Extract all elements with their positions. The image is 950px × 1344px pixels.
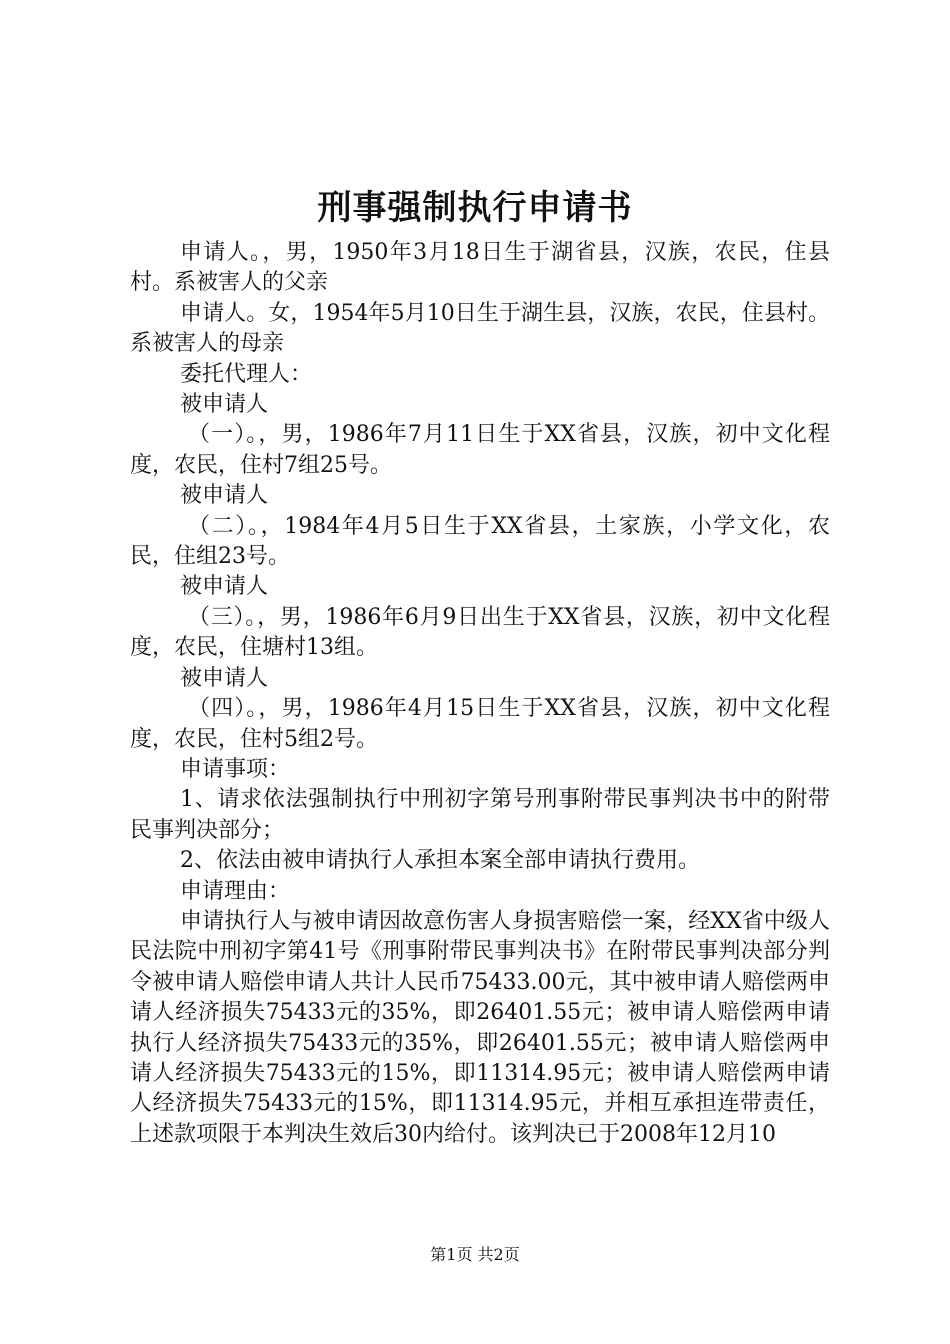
paragraph-agent: 委托代理人： [180, 361, 313, 387]
paragraph-respondent-label-2: 被申请人 [180, 483, 269, 509]
paragraph-respondent-2: （二）。，1984年4月5日生于XX省县，土家族，小学文化，农民，住组23号。 [130, 513, 830, 570]
document-title: 刑事强制执行申请书 [317, 188, 633, 228]
paragraph-respondent-label-4: 被申请人 [180, 665, 269, 691]
document-body [130, 238, 830, 1150]
paragraph-request-1: 1、请求依法强制执行中刑初字第号刑事附带民事判决书中的附带民事判决部分； [130, 787, 830, 843]
paragraph-applicant-mother: 申请人。女，1954年5月10日生于湖生县，汉族，农民，住县村。系被害人的母亲 [130, 300, 830, 357]
paragraph-respondent-3: （三）。，男，1986年6月9日出生于XX省县，汉族，初中文化程度，农民，住塘村13组。 [130, 604, 830, 661]
paragraph-respondent-4: （四）。，男，1986年4月15日生于XX省县，汉族，初中文化程度，农民，住村5组2号。 [130, 696, 830, 752]
page-number-footer: 第1页 共2页 [430, 1245, 520, 1264]
paragraph-request-2: 2、依法由被申请执行人承担本案全部申请执行费用。 [180, 848, 700, 874]
paragraph-respondent-label-3: 被申请人 [180, 574, 269, 600]
paragraph-respondent-1: （一）。，男，1986年7月11日生于XX省县，汉族，初中文化程度，农民，住村7组25号。 [130, 422, 830, 478]
paragraph-applicant-father: 申请人。，男，1950年3月18日生于湖省县，汉族，农民，住县村。系被害人的父亲 [130, 240, 830, 296]
paragraph-respondent-label-1: 被申请人 [180, 392, 269, 418]
paragraph-request-heading: 申请事项： [180, 756, 291, 782]
paragraph-reason-heading: 申请理由： [180, 878, 291, 904]
paragraph-reason-body: 申请执行人与被申请因故意伤害人身损害赔偿一案，经XX省中级人民法院中刑初字第41号《刑事附带民事判决书》在附带民事判决部分判令被申请人赔偿申请人共计人民币75433.00元，其中被申请人赔偿两申请人经济损失75433元的35%，即26401.55元；被申请人赔偿两申请执行人经济损失75433元的35%，即26401.55元；被申请人赔偿两申请人经济损失75433元的15%，即11314.95元；被申请人赔偿两申请人经济损失75433元的15%，即11314.95元，并相互承担连带责任，上述款项限于本判决生效后30内给付。该判决已于2008年12月10 [130, 908, 830, 1147]
